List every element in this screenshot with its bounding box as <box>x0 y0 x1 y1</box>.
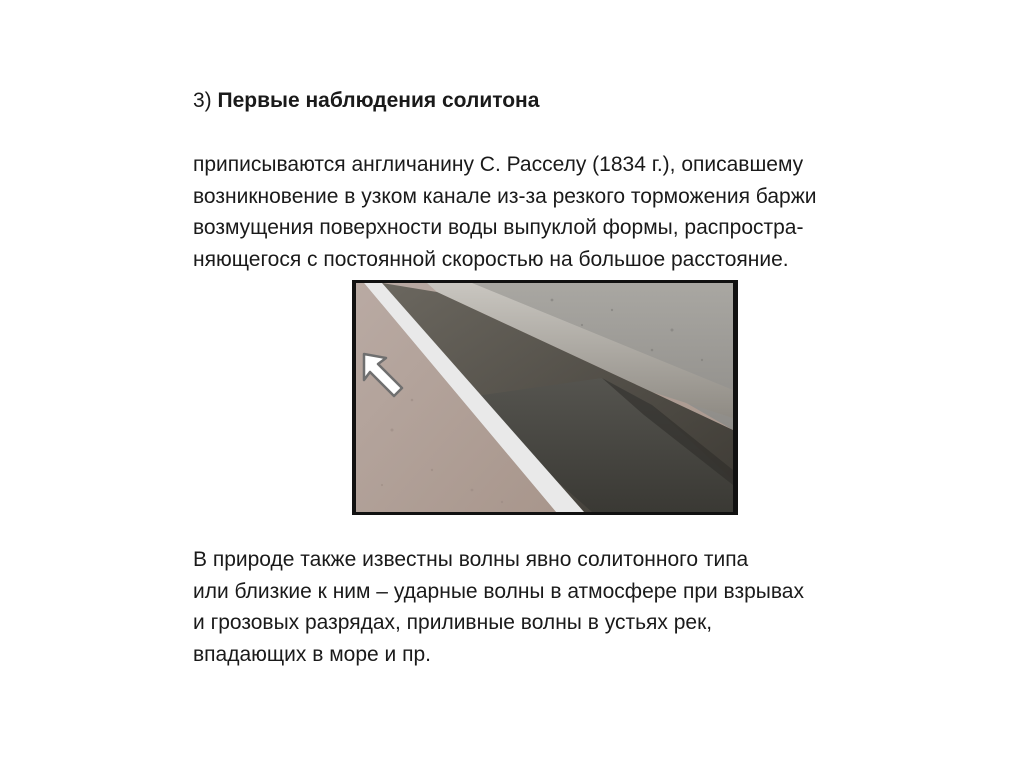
slide-heading <box>193 88 539 114</box>
paragraph-line: приписываются англичанину С. Расселу (1834 г.), описавшему <box>193 153 804 176</box>
paragraph-line: возникновение в узком канале из-за резкого торможения баржи <box>193 184 817 208</box>
heading-title: Первые наблюдения солитона <box>217 89 540 112</box>
paragraph-line: В природе также известны волны явно солитонного типа <box>193 548 749 571</box>
paragraph-line: возмущения поверхности воды выпуклой формы, распростра- <box>193 216 804 239</box>
paragraph-line: и грозовых разрядах, приливные волны в устьях рек, <box>193 611 713 634</box>
paragraph-line: или близкие к ним – ударные волны в атмосфере при взрывах <box>193 579 804 603</box>
arrow-up-left-icon <box>358 350 406 398</box>
paragraph-line: впадающих в море и пр. <box>193 642 431 666</box>
paragraph-line: няющегося с постоянной скоростью на большое расстояние. <box>193 247 789 271</box>
canal-soliton-photo <box>352 280 738 515</box>
heading-number: 3) <box>193 89 212 112</box>
paragraph-soliton-observation <box>193 149 817 275</box>
paragraph-natural-solitons <box>193 544 804 670</box>
